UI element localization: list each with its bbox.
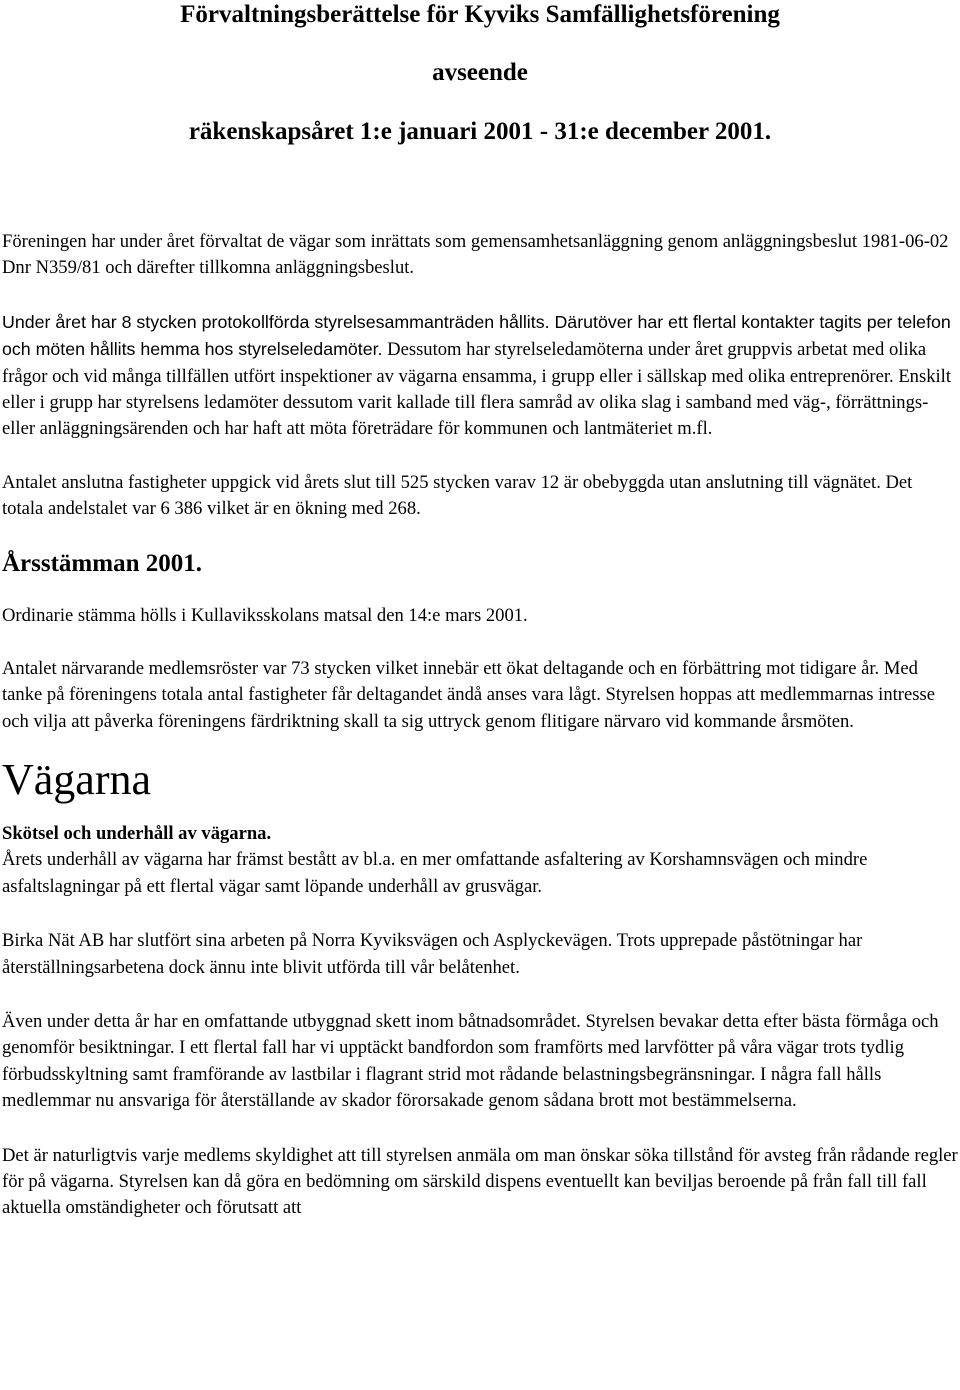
- paragraph-attendance: Antalet närvarande medlemsröster var 73 stycken vilket innebär ett ökat deltagande och en förbättring mot tidigare år. Med tanke på föreningens totala antal fastigheter får deltagandet ändå anses vara lågt. Styrelsen hoppas att medlemmarnas intresse och vilja att påverka föreningens färdriktning skall ta sig uttryck genom flitigare närvaro vid kommande årsmöten.: [2, 658, 935, 732]
- title-line-2: avseende: [432, 59, 528, 86]
- paragraph-meetings-serif: Dessutom har styrelseledamöterna under året gruppvis arbetat med olika frågor och vid många tillfällen utfört inspektioner av vägarna ensamma, i grupp eller i sällskap med olika entreprenörer. Enskilt eller i grupp har styrelsens ledamöter dessutom varit kallade till flera samråd av olika slag i samband med väg-, förrättnings- eller anläggningsärenden och har haft att möta företrädare för kommunen och lantmäteriet m.fl.: [2, 339, 952, 440]
- paragraph-meetings-sans: Under året har 8 stycken protokollförda styrelsesammanträden hållits. Därutöver har ett flertal kontakter tagits per telefon och möten hållits hemma hos styrelseledamöter.: [2, 311, 951, 360]
- title-line-3: räkenskapsåret 1:e januari 2001 - 31:e december 2001.: [188, 118, 772, 145]
- heading-vagarna: Vägarna: [2, 755, 152, 805]
- heading-skotsel: Skötsel och underhåll av vägarna.: [2, 823, 272, 845]
- title-line-1: Förvaltningsberättelse för Kyviks Samfällighetsförening: [180, 1, 780, 28]
- paragraph-permissions: Det är naturligtvis varje medlems skyldighet att till styrelsen anmäla om man önskar söka tillstånd för avsteg från rådande regler för på vägarna. Styrelsen kan då göra en bedömning om särskild dispens eventuellt kan beviljas beroende på från fall till fall aktuella omständigheter och förutsatt att: [2, 1144, 958, 1219]
- heading-arsstamma: Årsstämman 2001.: [2, 549, 202, 577]
- paragraph-maintenance: Årets underhåll av vägarna har främst bestått av bl.a. en mer omfattande asfaltering av Korshamnsvägen och mindre asfaltslagningar på ett flertal vägar samt löpande underhåll av grusvägar.: [2, 849, 868, 897]
- document-title: [2, 0, 958, 147]
- paragraph-meeting-held: Ordinarie stämma hölls i Kullaviksskolans matsal den 14:e mars 2001.: [2, 604, 528, 626]
- paragraph-expansion: Även under detta år har en omfattande utbyggnad skett inom båtnadsområdet. Styrelsen bevakar detta efter bästa förmåga och genomför besiktningar. I ett flertal fall har vi upptäckt bandfordon som framförts med larvfötter på våra vägar trots tydlig förbudsskyltning samt framförande av lastbilar i flagrant strid mot rådande belastningsbegränsningar. I några fall hålls medlemmar nu ansvariga för återställande av skador förorsakade genom sådana brott mot bestämmelserna.: [2, 1010, 939, 1112]
- paragraph-birka: Birka Nät AB har slutfört sina arbeten på Norra Kyviksvägen och Asplyckevägen. Trots upprepade påstötningar har återställningsarbetena dock ännu inte blivit utförda till vår belåtenhet.: [2, 930, 863, 978]
- paragraph-intro: Föreningen har under året förvaltat de vägar som inrättats som gemensamhetsanläggning genom anläggningsbeslut 1981-06-02 Dnr N359/81 och därefter tillkomna anläggningsbeslut.: [2, 231, 949, 279]
- paragraph-properties: Antalet anslutna fastigheter uppgick vid årets slut till 525 stycken varav 12 är obebyggda utan anslutning till vägnätet. Det totala andelstalet var 6 386 vilket är en ökning med 268.: [2, 471, 913, 520]
- paragraph-meetings: [2, 309, 958, 443]
